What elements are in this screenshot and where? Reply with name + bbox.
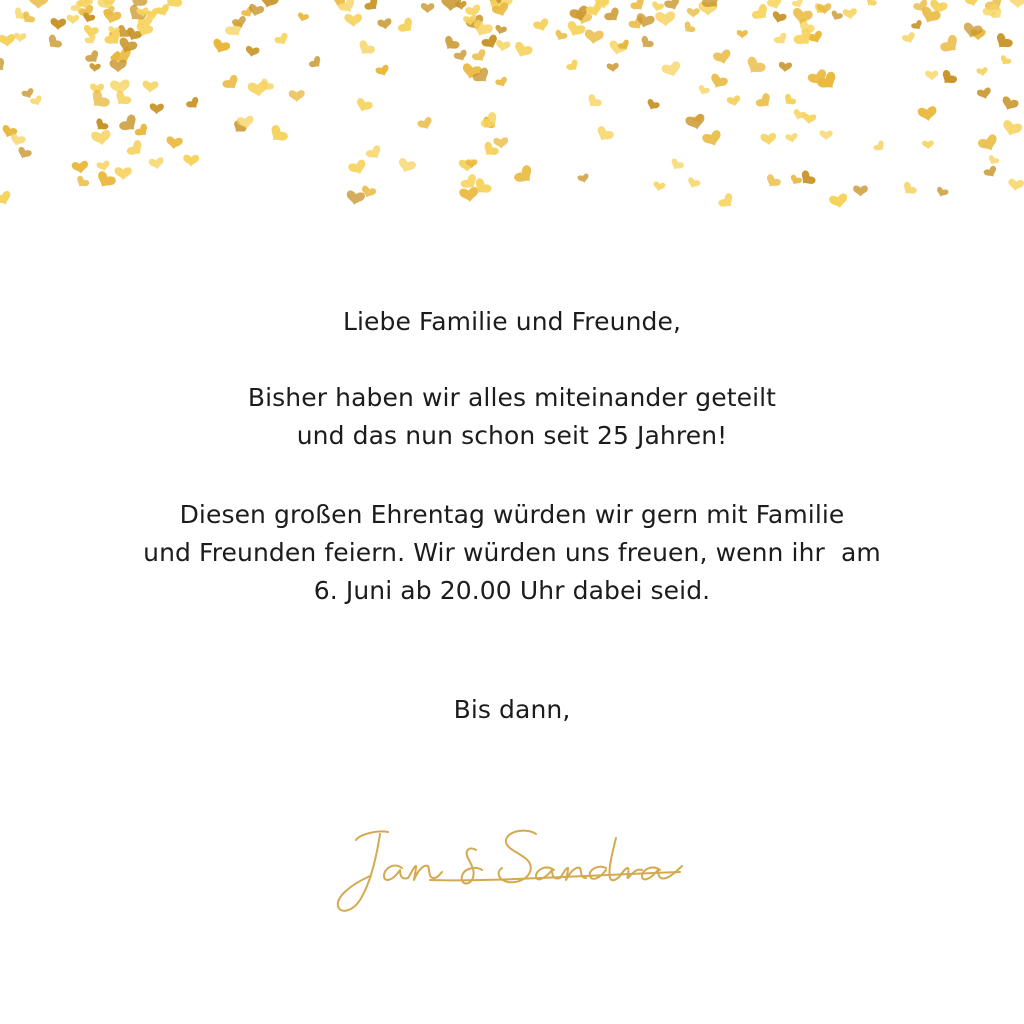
heart-icon [645,98,661,112]
heart-icon [296,12,309,23]
heart-icon [84,33,99,47]
letter-paragraph-1 [0,379,1024,455]
heart-icon [661,60,683,79]
heart-icon [935,186,949,199]
paragraph-2-line: und Freunden feiern. Wir würden uns freuen, wenn ihr am [143,538,881,567]
heart-icon [917,106,938,123]
heart-icon [717,192,737,212]
heart-icon [67,15,80,24]
heart-icon [421,3,435,14]
heart-icon [0,190,13,208]
heart-icon [976,67,989,77]
heart-icon [1007,178,1024,192]
heart-icon [512,41,534,61]
letter-closing [0,691,1024,729]
heart-icon [16,146,33,161]
heart-icon [210,38,231,56]
heart-icon [737,30,748,38]
heart-icon [110,60,127,73]
heart-icon [771,11,788,25]
letter-paragraph-2 [0,496,1024,610]
heart-icon [495,40,511,53]
heart-icon [50,18,66,30]
heart-icon [788,174,803,187]
heart-icon [495,76,510,89]
heart-icon [726,95,741,108]
heart-icon [708,72,729,91]
heart-icon [964,0,980,8]
heart-icon [396,157,417,175]
heart-icon [91,129,112,146]
heart-icon [345,190,365,207]
heart-icon [344,14,362,27]
heart-icon [149,103,164,114]
heart-icon [471,48,489,65]
heart-icon [94,170,117,192]
heart-icon [900,181,918,199]
heart-icon [453,49,469,64]
heart-icon [0,34,16,48]
heart-icon [96,160,111,172]
heart-icon [221,74,242,93]
greeting-line: Liebe Familie und Freunde, [342,307,682,336]
heart-icon [584,93,603,111]
heart-icon [872,140,887,155]
heart-icon [778,62,792,73]
heart-icon [663,0,682,13]
heart-icon [755,92,775,112]
heart-icon [74,175,90,191]
heart-icon [983,165,999,180]
heart-icon [760,133,776,146]
letter-greeting [0,303,1024,341]
heart-icon [44,33,63,52]
heart-icon [853,186,868,197]
heart-icon [781,93,797,109]
heart-icon [701,129,723,149]
heart-icon [577,173,590,184]
heart-icon [1000,95,1020,113]
heart-icon [185,96,202,112]
heart-icon [347,159,368,178]
heart-icon [28,0,48,9]
heart-icon [0,57,9,76]
heart-icon [377,18,393,31]
heart-icon [785,133,799,144]
heart-icon [828,193,849,210]
heart-icon [829,10,843,23]
heart-icon [686,177,701,191]
heart-icon [266,124,289,147]
heart-icon [819,130,832,140]
heart-icon [532,18,550,34]
heart-icon [976,87,992,101]
heart-icon [584,29,604,45]
heart-icon [842,8,857,20]
heart-icon [142,80,159,93]
heart-icon [125,139,146,160]
heart-icon [603,6,623,25]
heart-icon [986,154,1000,167]
paragraph-1-line: Bisher haben wir alles miteinander geteilt [247,383,777,412]
heart-icon [183,155,199,167]
heart-icon [493,137,509,149]
heart-icon [14,33,27,43]
heart-icon [901,31,917,45]
heart-icon [791,108,806,122]
heart-icon [938,69,958,88]
heart-icon [112,89,133,109]
heart-icon [441,35,461,54]
heart-icon [115,167,132,180]
heart-icon [1000,119,1023,139]
heart-icon [494,24,507,35]
heart-icon [864,0,878,9]
heart-icon [513,164,537,188]
heart-icon [289,90,305,102]
heart-icon [696,84,710,97]
heart-icon [766,0,783,11]
heart-icon [244,45,260,58]
heart-icon [363,0,381,14]
heart-icon [375,64,391,78]
heart-icon [977,133,1001,154]
heart-icon [553,29,568,43]
handwritten-signature [330,820,690,920]
paragraph-2-line: 6. Juni ab 20.00 Uhr dabei seid. [313,576,711,605]
heart-icon [354,97,374,114]
heart-icon [655,11,676,27]
heart-icon [743,55,767,78]
heart-icon [308,55,324,71]
heart-icon [685,113,707,132]
heart-icon [669,158,685,173]
heart-icon [681,21,696,36]
heart-icon [922,140,934,149]
heart-icon [773,32,790,48]
heart-icon [687,8,700,18]
heart-icon [479,111,501,133]
heart-icon [89,63,101,73]
heart-icon [763,173,782,191]
heart-icon [274,32,291,48]
heart-icon [751,3,773,24]
heart-icon [29,95,44,108]
heart-icon [712,49,733,67]
heart-icon [817,3,832,15]
heart-icon [594,125,615,145]
heart-icon [652,181,665,192]
paragraph-2-line: Diesen großen Ehrentag würden wir gern mit Familie [179,500,845,529]
heart-icon [998,54,1012,67]
heart-icon [148,157,165,171]
heart-icon [606,63,619,73]
heart-icon [459,187,480,204]
heart-icon [71,160,89,174]
closing-line: Bis dann, [453,695,571,724]
heart-icon [925,70,939,80]
heart-icon [650,1,664,13]
heart-icon [992,32,1014,53]
heart-icon [134,122,152,139]
heart-icon [417,116,435,132]
paragraph-1-line: und das nun schon seit 25 Jahren! [296,421,728,450]
heart-icon [397,16,417,36]
gold-heart-confetti [0,0,1024,230]
heart-icon [365,144,384,162]
heart-icon [1008,0,1024,9]
heart-icon [87,88,112,112]
heart-icon [165,136,183,150]
heart-icon [355,39,376,59]
heart-icon [638,35,655,52]
heart-icon [629,0,647,14]
heart-icon [910,19,924,32]
heart-icon [565,59,581,74]
heart-icon [939,33,963,57]
